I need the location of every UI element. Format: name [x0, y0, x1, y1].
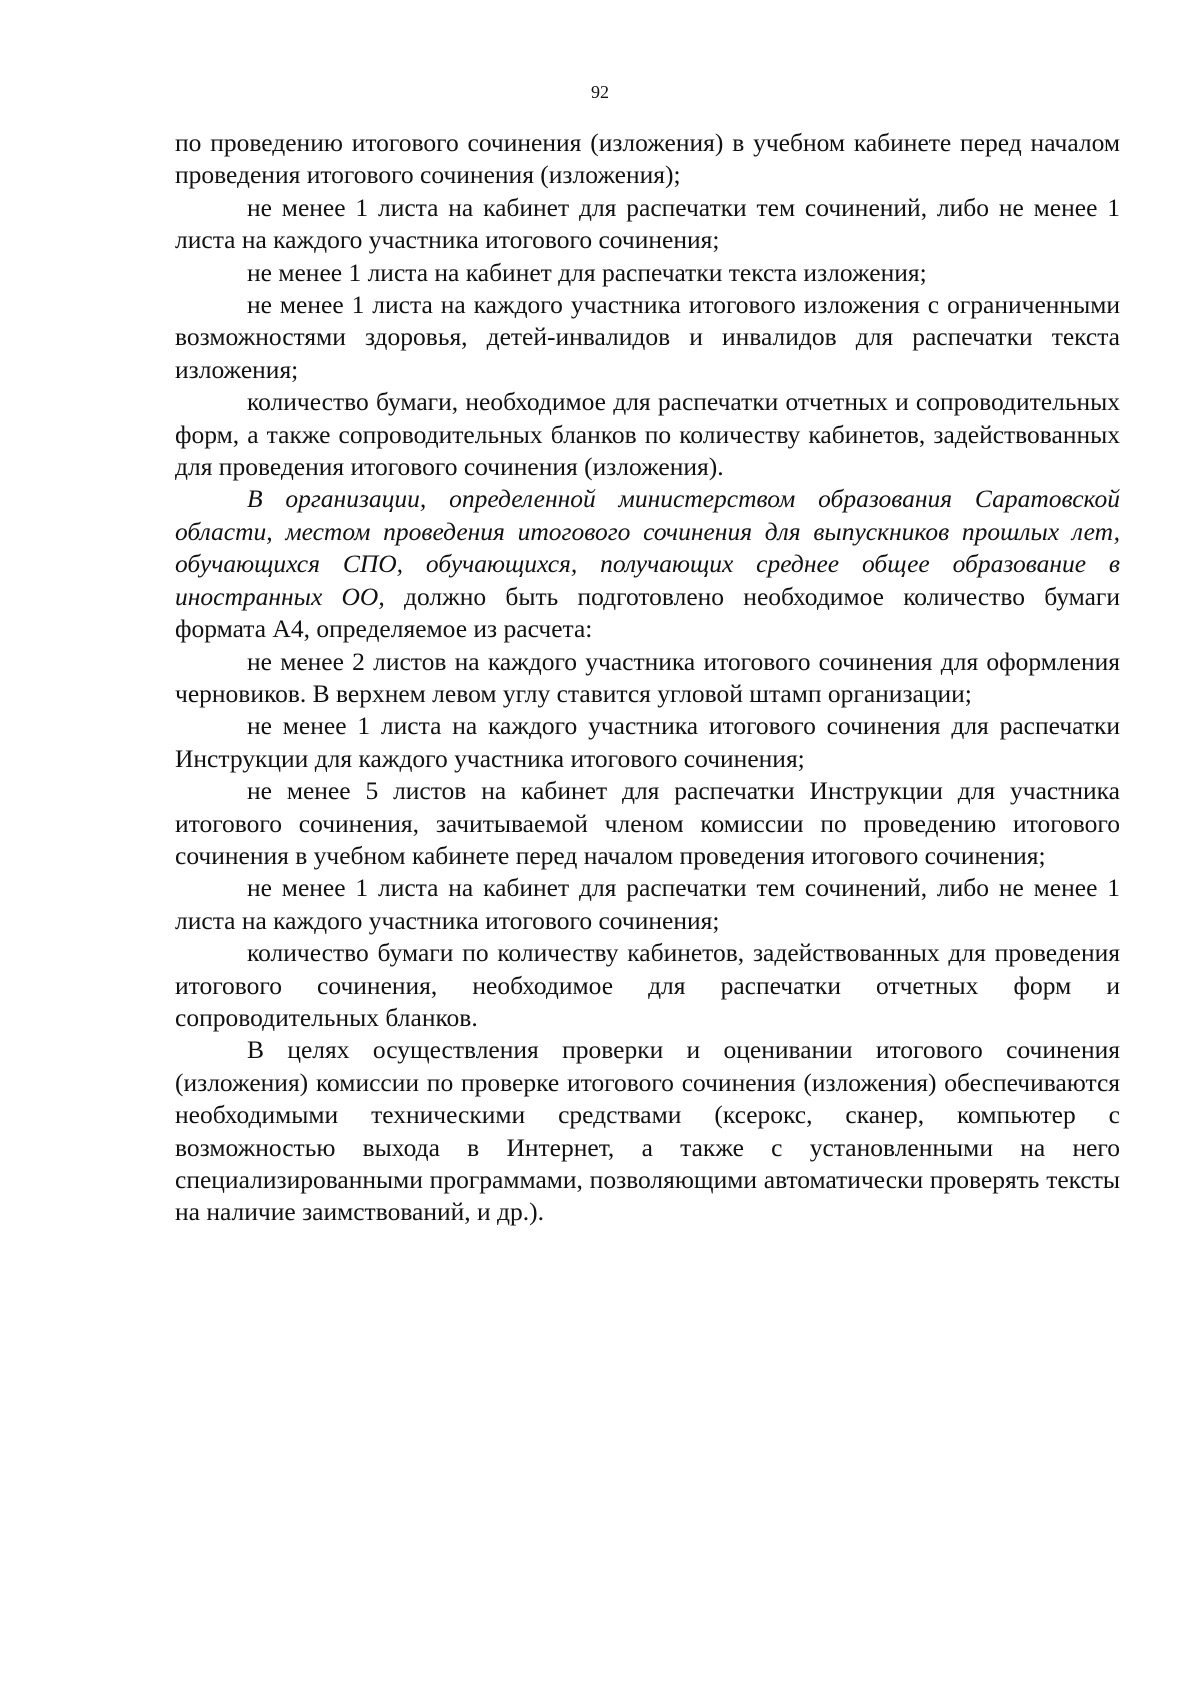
page-number: 92 [591, 82, 609, 102]
paragraph: не менее 2 листов на каждого участника итогового сочинения для оформления черновиков. В верхнем левом углу ставится угловой штамп организации; [175, 646, 1120, 708]
document-body [175, 127, 1120, 1229]
paragraph: не менее 1 листа на кабинет для распечатки тем сочинений, либо не менее 1 листа на каждого участника итогового сочинения; [175, 873, 1120, 935]
paragraph: не менее 1 листа на каждого участника итогового изложения с ограниченными возможностями здоровья, детей-инвалидов и инвалидов для распечатки текста изложения; [175, 290, 1120, 384]
paragraph: не менее 1 листа на каждого участника итогового сочинения для распечатки Инструкции для каждого участника итогового сочинения; [175, 711, 1120, 773]
paragraph: количество бумаги, необходимое для распечатки отчетных и сопроводительных форм, а также сопроводительных бланков по количеству кабинетов, задействованных для проведения итогового сочинения (изложения). [175, 387, 1120, 482]
paragraph: по проведению итогового сочинения (изложения) в учебном кабинете перед началом проведения итогового сочинения (изложения); [175, 128, 1120, 190]
paragraph: количество бумаги по количеству кабинетов, задействованных для проведения итогового сочинения, необходимое для распечатки отчетных форм и сопроводительных бланков. [175, 938, 1120, 1032]
paragraph: не менее 5 листов на кабинет для распечатки Инструкции для участника итогового сочинения, зачитываемой членом комиссии по проведению итогового сочинения в учебном кабинете перед началом проведения итогового сочинения; [175, 776, 1120, 870]
paragraph: не менее 1 листа на кабинет для распечатки тем сочинений, либо не менее 1 листа на каждого участника итогового сочинения; [175, 192, 1120, 255]
paragraph-remainder: должно быть подготовлено необходимое количество бумаги формата А4, определяемое из расчета: [175, 581, 1120, 644]
paragraph: В целях осуществления проверки и оценивании итогового сочинения (изложения) комиссии по проверке итогового сочинения (изложения) обеспечиваются необходимыми техническими средствами (ксерокс, сканер, компьютер с возможностью выхода в Интернет, а также с установленными на него специализированными программами, позволяющими автоматически проверять тексты на наличие заимствований, и др.). [175, 1035, 1120, 1227]
italic-phrase: В организации, определенной министерством образования Саратовской области, местом проведения итогового сочинения для выпускников прошлых лет, обучающихся СПО, обучающихся, получающих среднее общее образование в иностранных ОО, [175, 484, 1120, 611]
paragraph: не менее 1 листа на кабинет для распечатки текста изложения; [247, 257, 927, 287]
paragraph-mixed [175, 483, 1120, 645]
